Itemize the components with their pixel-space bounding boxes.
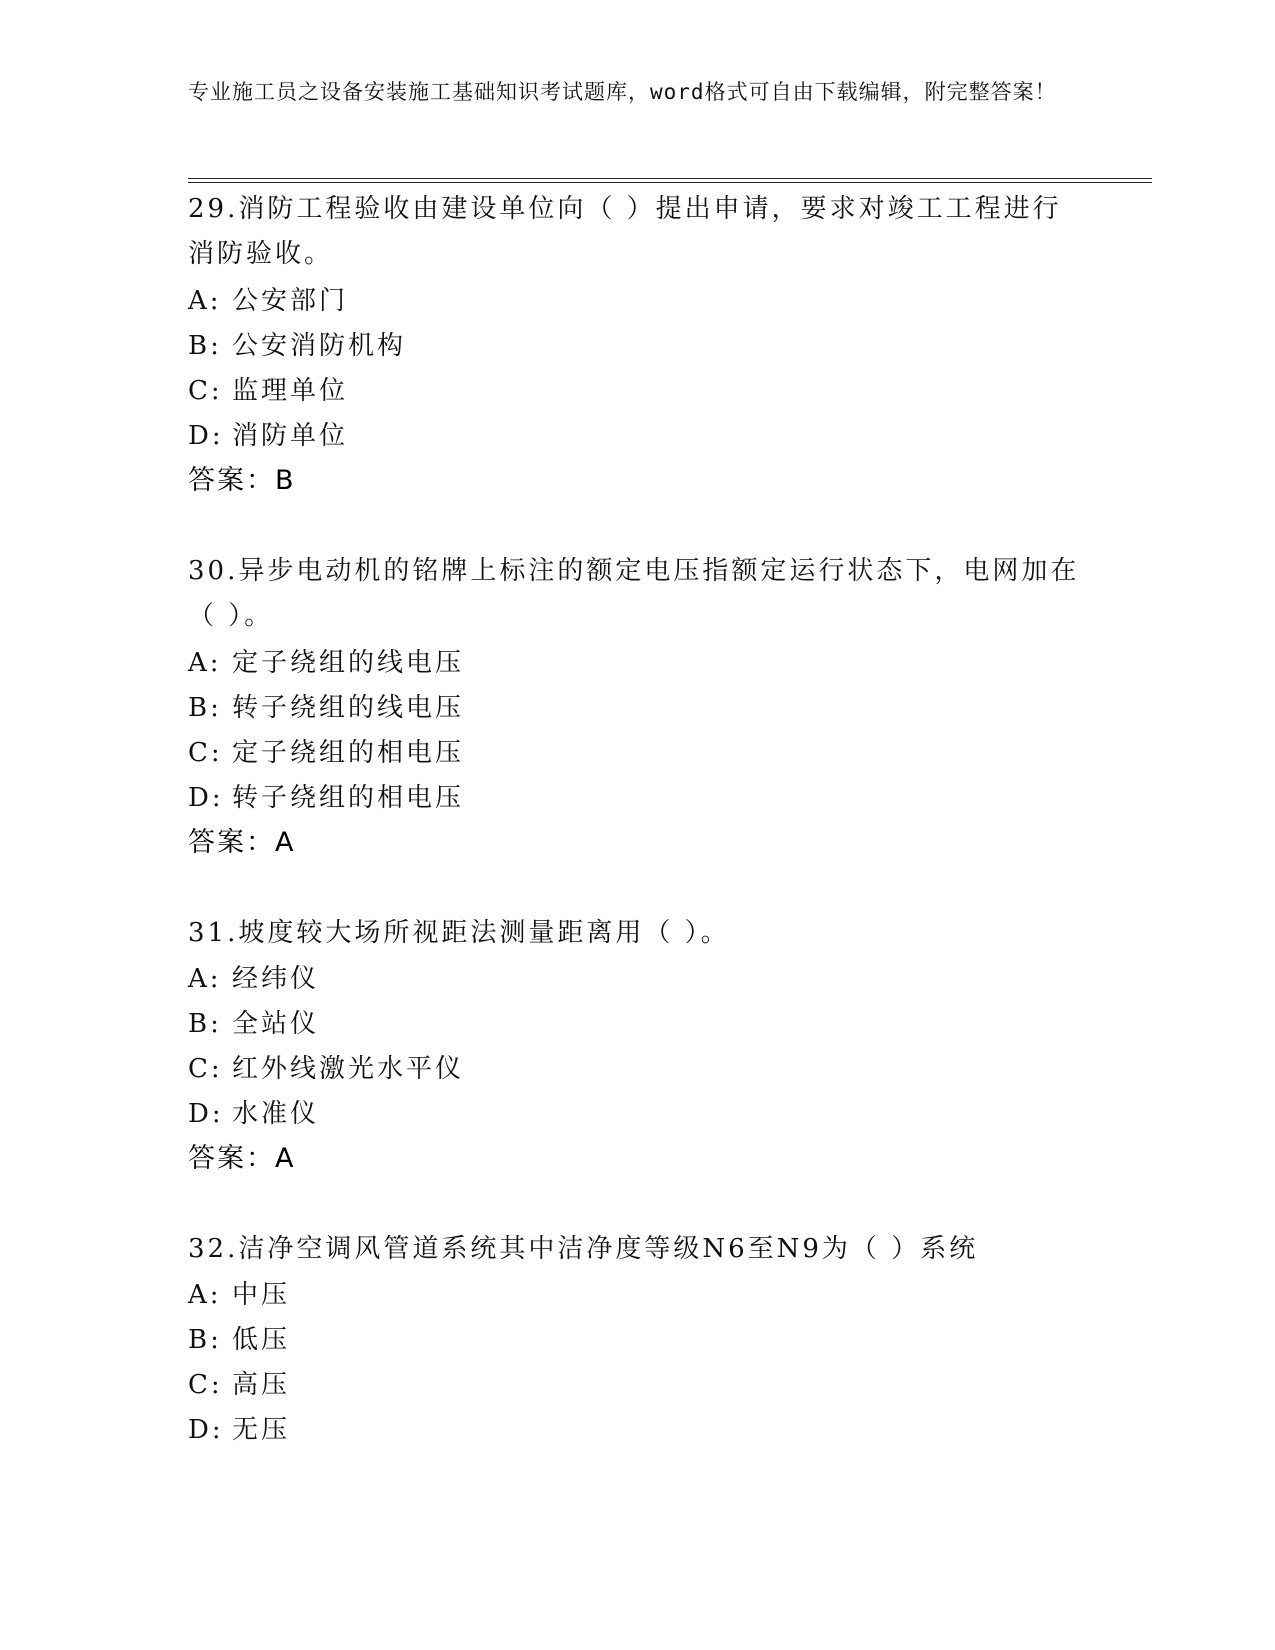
option-text: 全站仪 [232, 1009, 320, 1039]
document-header: 专业施工员之设备安装施工基础知识考试题库，word格式可自由下载编辑，附完整答案！ [188, 80, 1057, 104]
question-29-option-b [188, 329, 406, 363]
question-31-option-a [188, 962, 319, 996]
option-text: 转子绕组的相电压 [232, 783, 465, 813]
option-letter: B: [188, 1009, 222, 1039]
question-31-option-b [188, 1007, 319, 1041]
option-text: 定子绕组的线电压 [232, 648, 465, 678]
header-divider-top [188, 178, 1152, 179]
option-text: 无压 [232, 1415, 291, 1445]
option-letter: C: [188, 738, 223, 768]
option-letter: A: [188, 286, 222, 316]
option-letter: D: [188, 1415, 224, 1445]
option-letter: A: [188, 1280, 222, 1310]
option-letter: C: [188, 1054, 223, 1084]
option-text: 转子绕组的线电压 [232, 693, 465, 723]
question-32-option-c [188, 1368, 290, 1402]
option-text: 经纬仪 [232, 964, 320, 994]
option-letter: D: [188, 421, 224, 451]
question-32-option-d [188, 1413, 290, 1447]
question-32-stem: 32.洁净空调风管道系统其中洁净度等级N6至N9为（ ）系统 [188, 1234, 979, 1264]
question-30-option-b [188, 691, 464, 725]
option-letter: D: [188, 1099, 224, 1129]
option-letter: A: [188, 964, 222, 994]
option-letter: D: [188, 783, 224, 813]
question-31-stem: 31.坡度较大场所视距法测量距离用（ ）。 [188, 918, 730, 948]
option-text: 消防单位 [232, 421, 349, 451]
option-text: 低压 [232, 1325, 291, 1355]
question-29-option-a [188, 284, 348, 318]
option-text: 定子绕组的相电压 [232, 738, 465, 768]
question-32-option-a [188, 1278, 290, 1312]
option-text: 监理单位 [232, 376, 349, 406]
question-30-answer: 答案：A [188, 827, 296, 858]
option-letter: C: [188, 1370, 223, 1400]
option-text: 高压 [232, 1370, 291, 1400]
question-31-option-c [188, 1052, 464, 1086]
option-letter: C: [188, 376, 223, 406]
option-text: 水准仪 [232, 1099, 320, 1129]
option-text: 红外线激光水平仪 [232, 1054, 465, 1084]
question-29-stem: 29.消防工程验收由建设单位向（ ）提出申请，要求对竣工工程进行消防验收。 [188, 194, 1062, 269]
question-30-option-d [188, 781, 464, 815]
option-text: 中压 [232, 1280, 291, 1310]
option-letter: B: [188, 693, 222, 723]
question-31-answer: 答案：A [188, 1143, 296, 1174]
question-29-answer: 答案：B [188, 465, 296, 496]
question-29-option-d [188, 419, 348, 453]
header-divider-bottom [188, 182, 1152, 183]
option-letter: A: [188, 648, 222, 678]
option-text: 公安部门 [232, 286, 349, 316]
option-text: 公安消防机构 [232, 331, 407, 361]
question-30-stem: 30.异步电动机的铭牌上标注的额定电压指额定运行状态下，电网加在（ ）。 [188, 556, 1080, 631]
question-31-option-d [188, 1097, 319, 1131]
question-30-option-a [188, 646, 464, 680]
option-letter: B: [188, 331, 222, 361]
question-30-option-c [188, 736, 464, 770]
option-letter: B: [188, 1325, 222, 1355]
question-29-option-c [188, 374, 348, 408]
question-32-option-b [188, 1323, 290, 1357]
